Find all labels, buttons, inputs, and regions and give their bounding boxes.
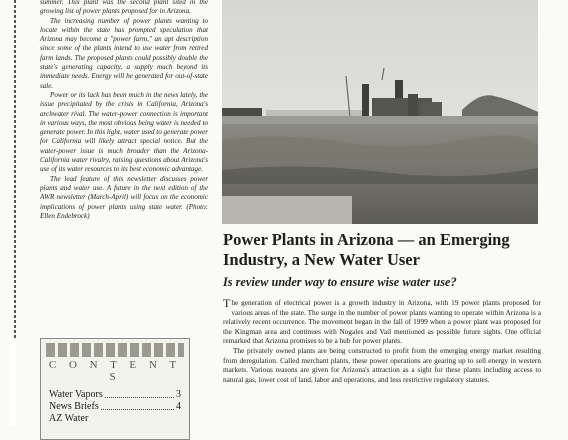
- sidebar-paragraph: The lead feature of this newsletter discusses power plants and water use. A future in the next edition of the AWR newsletter (March-April) will focus on the economic implications of power plants using state water. (Photo: Ellen Endebrock): [40, 174, 208, 220]
- sidebar-paragraph: summer. This plant was the second plant sited in the growing list of power plants proposed for in Arizona.: [40, 0, 208, 16]
- article-deck: Is review under way to ensure wise water use?: [223, 275, 457, 289]
- contents-leader-dots: [101, 401, 174, 410]
- article-lead-paragraph: [223, 298, 541, 346]
- contents-item[interactable]: [49, 389, 181, 401]
- contents-box: [40, 338, 190, 440]
- power-plant-photo-graphic: [222, 0, 538, 224]
- article-lead-text: he generation of electrical power is a growth industry in Arizona, with 19 power plants proposed for various areas of the state. The surge in the number of power plants wanting to operate within Arizona is a relatively recent occurrence. The movement began in the fall of 1999 when a power plant was proposed for the Kingman area and continues with Nogales and Vail mentioned as possible future sights. One official remarked that Arizona promises to be a hub for power plants.: [223, 298, 541, 346]
- contents-item[interactable]: [49, 401, 181, 413]
- contents-leader-dots: [105, 389, 174, 398]
- sidebar-paragraph: The increasing number of power plants wanting to locate within the state has prompted speculation that Arizona may become a "power farm," an apt description since some of the plants intend to use water from retired farm lands. The proposed plants could possibly double the state's generating capacity, a supply much beyond its immediate needs. Energy will be generated for out-of-state sale.: [40, 16, 208, 90]
- contents-item-label: AZ Water: [49, 413, 89, 424]
- article-drop-cap: T: [223, 296, 231, 310]
- sidebar-intro-text: [40, 0, 208, 221]
- contents-item-label: News Briefs: [49, 401, 99, 412]
- contents-item-page: 3: [176, 389, 181, 400]
- contents-item-label: Water Vapors: [49, 389, 103, 400]
- contents-item-page: 4: [176, 401, 181, 412]
- contents-item[interactable]: [49, 413, 181, 425]
- article-paragraph: The privately owned plants are being constructed to profit from the emerging energy market resulting from deregulation. Called merchant plants, these power operations are gearing up to sell energy in western markets. Various reasons are given for Arizona's attraction as a sight for these plants including access to natural gas, lower cost of land, labor and operations, and less restrictive regulatory statutes.: [223, 345, 541, 384]
- power-plant-photo: [222, 0, 538, 224]
- sidebar-paragraph: Power or its lack has been much in the news lately, the issue precipitated by the crisis in California, Arizona's archwater rival. The water-power connection is important in various ways, the most obvious being water is needed to generate power. In this light, water used to generate power for California will likely attract special notice. But the water-power issue is much broader than the Arizona-California water rivalry, raising questions about Arizona's use of its water resources to its best economic advantage.: [40, 90, 208, 174]
- contents-banner-ornament: [46, 343, 184, 357]
- contents-title: C O N T E N T S: [48, 359, 182, 383]
- sidebar-dotted-border: [14, 0, 16, 340]
- article-headline: Power Plants in Arizona — an Emerging Industry, a New Water User: [223, 230, 510, 269]
- article-body: [223, 298, 541, 384]
